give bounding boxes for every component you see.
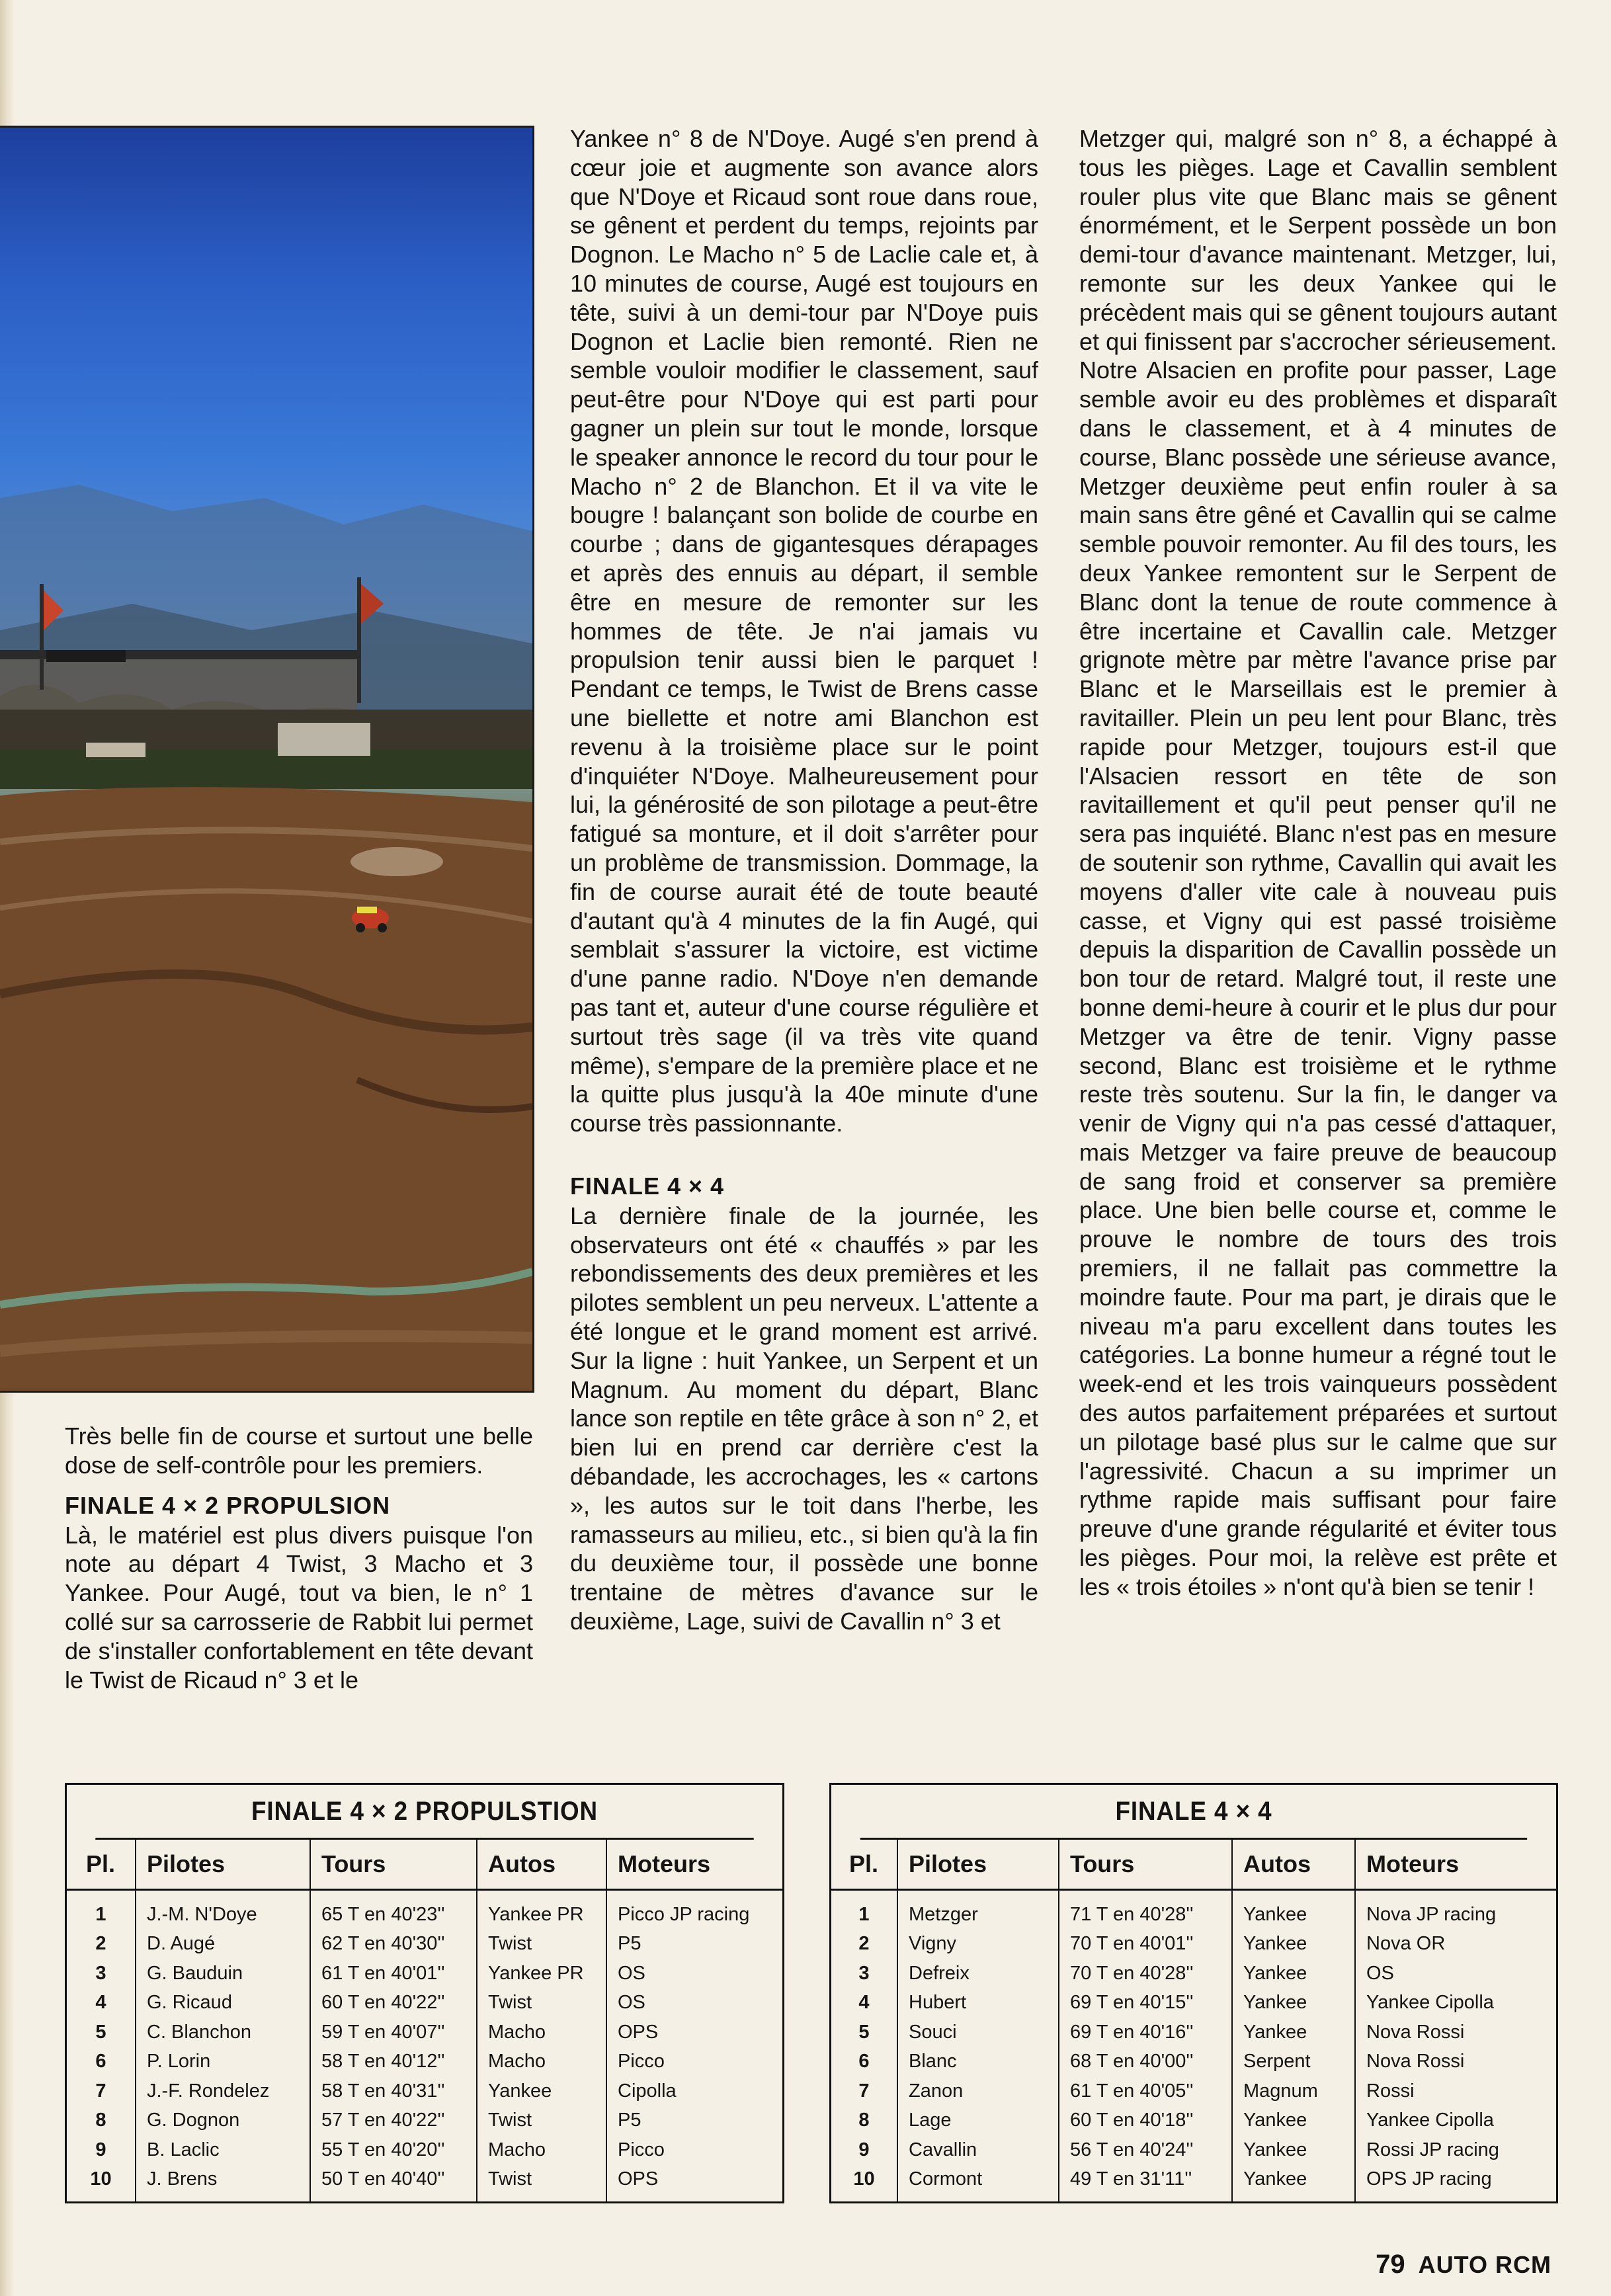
table-cell: G. Ricaud (136, 1988, 310, 2018)
table-cell: G. Bauduin (136, 1959, 310, 1988)
table-cell: Hubert (897, 1988, 1059, 2018)
table-cell: 65 T en 40'23'' (310, 1890, 477, 1930)
table-row (831, 1988, 1556, 2018)
photo-caption: Très belle fin de course et surtout une belle dose de self-contrôle pour les premiers. (65, 1422, 533, 1479)
table-row (67, 2106, 782, 2136)
table-cell: Cavallin (897, 2135, 1059, 2165)
table-row (831, 2165, 1556, 2204)
table-cell: Serpent (1232, 2047, 1355, 2077)
table-cell: Twist (477, 2165, 606, 2204)
table-cell: Picco (618, 2139, 665, 2160)
table-row (831, 2076, 1556, 2106)
table-cell: 4 (831, 1988, 897, 2018)
table-cell: P. Lorin (136, 2047, 310, 2077)
table-cell: 70 T en 40'28'' (1059, 1959, 1232, 1988)
table-cell: 49 T en 31'11'' (1059, 2165, 1232, 2204)
table-cell: J. Brens (136, 2165, 310, 2204)
table-cell: Lage (897, 2106, 1059, 2136)
table-cell: 58 T en 40'12'' (310, 2047, 477, 2077)
table-cell: Picco JP racing (618, 1903, 750, 1925)
table-cell: Yankee PR (477, 1959, 606, 1988)
table-cell: 8 (67, 2106, 136, 2136)
table-cell: Magnum (1232, 2076, 1355, 2106)
table-cell: 60 T en 40'22'' (310, 1988, 477, 2018)
table-cell: 60 T en 40'18'' (1059, 2106, 1232, 2136)
table-cell: Picco (618, 2051, 665, 2072)
table-title: FINALE 4 × 4 (860, 1785, 1527, 1840)
table-cell: OS (618, 1992, 645, 2014)
table-cell: 6 (67, 2047, 136, 2077)
table-cell: Cipolla (618, 2080, 677, 2102)
table-row (67, 2165, 782, 2204)
table-cell: Nova OR (1366, 1933, 1446, 1955)
table-row (67, 2047, 782, 2077)
results-table-propulsion (65, 1783, 784, 2203)
table-cell: G. Dognon (136, 2106, 310, 2136)
table-cell: Twist (477, 2106, 606, 2136)
paragraph: Là, le matériel est plus divers puisque l'on note au départ 4 Twist, 3 Macho et 3 Yankee. Pour Augé, tout va bien, le n° 1 collé sur sa carrosserie de Rabbit lui permet de s'installer confortablement en tête devant le Twist de Ricaud n° 3 et le (65, 1521, 533, 1694)
table-cell: 7 (831, 2076, 897, 2106)
table-cell: P5 (618, 2110, 641, 2131)
table-cell: Yankee (1232, 1959, 1355, 1988)
table-row (831, 2106, 1556, 2136)
table-cell: 61 T en 40'01'' (310, 1959, 477, 1988)
column-header: Autos (1232, 1840, 1355, 1890)
column-header: Tours (310, 1840, 477, 1890)
table-cell: 3 (831, 1959, 897, 1988)
table-cell: P5 (618, 1933, 641, 1955)
table-cell: 9 (67, 2135, 136, 2165)
table-cell: 10 (67, 2165, 136, 2204)
page-number: 79 (1376, 2250, 1405, 2279)
magazine-name: AUTO RCM (1418, 2251, 1551, 2278)
table-row (67, 1988, 782, 2018)
race-photo-illustration (0, 128, 532, 1391)
table-cell: 1 (831, 1890, 897, 1930)
table-cell: 59 T en 40'07'' (310, 2018, 477, 2047)
paragraph: La dernière finale de la journée, les observateurs ont été « chauffés » par les rebondissements des deux premières et les pilotes semblent un peu nerveux. L'attente a été longue et le grand moment est arrivé. Sur la ligne : huit Yankee, un Serpent et un Magnum. Au moment du départ, Blanc lance son reptile en tête grâce à son n° 2, et bien lui en prend car derrière c'est la débandade, les accrochages, les « cartons », les autos sur le toit dans l'herbe, les ramasseurs au milieu, etc., si bien qu'à la fin du deuxième tour, il possède une bonne trentaine de mètres d'avance sur le deuxième, Lage, suivi de Cavallin n° 3 et (570, 1202, 1038, 1635)
section-heading-4x4: FINALE 4 × 4 (570, 1172, 725, 1200)
table-row (67, 1890, 782, 1930)
table-cell: 4 (67, 1988, 136, 2018)
column-header: Pl. (67, 1840, 136, 1890)
table-row (831, 2018, 1556, 2047)
column-header: Moteurs (1355, 1840, 1556, 1890)
table-cell: 69 T en 40'15'' (1059, 1988, 1232, 2018)
table-cell: OPS (618, 2021, 659, 2043)
table-row (831, 1890, 1556, 1930)
table-cell: Yankee (477, 2076, 606, 2106)
table-cell: 5 (831, 2018, 897, 2047)
table-cell: Rossi (1366, 2080, 1415, 2102)
table-cell: Yankee Cipolla (1366, 2110, 1494, 2131)
table-cell: Macho (477, 2018, 606, 2047)
table-cell: 3 (67, 1959, 136, 1988)
table-cell: Souci (897, 2018, 1059, 2047)
table-cell: Twist (477, 1930, 606, 1959)
section-heading-propulsion: FINALE 4 × 2 PROPULSION (65, 1491, 391, 1519)
table-cell: Nova Rossi (1366, 2051, 1465, 2072)
article-column-right (1079, 124, 1557, 1602)
table-cell: Zanon (897, 2076, 1059, 2106)
table-cell: OPS (618, 2168, 659, 2190)
table-cell: OPS JP racing (1366, 2168, 1492, 2190)
table-row (67, 2135, 782, 2165)
table-cell: 55 T en 40'20'' (310, 2135, 477, 2165)
table-cell: 62 T en 40'30'' (310, 1930, 477, 1959)
table-row (67, 2018, 782, 2047)
table-cell: OS (1366, 1962, 1394, 1984)
table-cell: J.-M. N'Doye (136, 1890, 310, 1930)
table-cell: Twist (477, 1988, 606, 2018)
table-cell: D. Augé (136, 1930, 310, 1959)
table-row (831, 2135, 1556, 2165)
table-cell: 1 (67, 1890, 136, 1930)
results-table-4x4 (829, 1783, 1558, 2203)
article-column-middle (570, 124, 1038, 1636)
table-cell: Yankee (1232, 1988, 1355, 2018)
table-cell: Nova Rossi (1366, 2021, 1465, 2043)
table-cell: C. Blanchon (136, 2018, 310, 2047)
table-row (831, 1959, 1556, 1988)
column-header: Pl. (831, 1840, 897, 1890)
table-cell: Yankee (1232, 2135, 1355, 2165)
column-header: Pilotes (136, 1840, 310, 1890)
table-cell: 69 T en 40'16'' (1059, 2018, 1232, 2047)
table-cell: 57 T en 40'22'' (310, 2106, 477, 2136)
table-cell: 58 T en 40'31'' (310, 2076, 477, 2106)
table-cell: 2 (67, 1930, 136, 1959)
column-header: Pilotes (897, 1840, 1059, 1890)
table-row (831, 2047, 1556, 2077)
table-cell: Blanc (897, 2047, 1059, 2077)
table-cell: Yankee (1232, 2018, 1355, 2047)
table-cell: Metzger (897, 1890, 1059, 1930)
table-cell: Nova JP racing (1366, 1903, 1497, 1925)
table-cell: Yankee (1232, 2106, 1355, 2136)
table-cell: 71 T en 40'28'' (1059, 1890, 1232, 1930)
table-cell: Yankee (1232, 1890, 1355, 1930)
table-cell: Macho (477, 2135, 606, 2165)
column-header: Moteurs (606, 1840, 782, 1890)
table-cell: Defreix (897, 1959, 1059, 1988)
table-cell: Rossi JP racing (1366, 2139, 1499, 2160)
column-header: Tours (1059, 1840, 1232, 1890)
table-cell: 9 (831, 2135, 897, 2165)
table-row (67, 2076, 782, 2106)
table-cell: Yankee (1232, 1930, 1355, 1959)
table-title: FINALE 4 × 2 PROPULSTION (95, 1785, 753, 1840)
column-header: Autos (477, 1840, 606, 1890)
table-cell: 70 T en 40'01'' (1059, 1930, 1232, 1959)
table-row (67, 1959, 782, 1988)
table-cell: Yankee PR (477, 1890, 606, 1930)
table-row (831, 1930, 1556, 1959)
table-cell: J.-F. Rondelez (136, 2076, 310, 2106)
table-cell: 61 T en 40'05'' (1059, 2076, 1232, 2106)
table-cell: Yankee Cipolla (1366, 1992, 1494, 2014)
table-cell: 68 T en 40'00'' (1059, 2047, 1232, 2077)
table-row (67, 1930, 782, 1959)
table-cell: 50 T en 40'40'' (310, 2165, 477, 2204)
table-cell: 56 T en 40'24'' (1059, 2135, 1232, 2165)
race-photo (0, 126, 534, 1393)
table-cell: OS (618, 1962, 645, 1984)
table-cell: Macho (477, 2047, 606, 2077)
table-cell: 5 (67, 2018, 136, 2047)
table-cell: 10 (831, 2165, 897, 2204)
paragraph: Yankee n° 8 de N'Doye. Augé s'en prend à cœur joie et augmente son avance alors que N'Doye et Ricaud sont roue dans roue, se gênent et perdent du temps, rejoints par Dognon. Le Macho n° 5 de Laclie cale et, à 10 minutes de course, Augé est toujours en tête, suivi à un demi-tour par N'Doye puis Dognon et Laclie bien remonté. Rien ne semble vouloir modifier le classement, sauf peut-être pour N'Doye qui est parti pour gagner un plein sur tout le monde, lorsque le speaker annonce le record du tour pour le Macho n° 2 de Blanchon. Et il va vite le bougre ! balançant son bolide de courbe en courbe ; dans de gigantesques dérapages et après des ennuis au départ, il semble être en mesure de remonter sur les hommes de tête. Je n'ai jamais vu propulsion tenir aussi bien le parquet ! Pendant ce temps, le Twist de Brens casse une biellette et notre ami Blanchon est revenu à la troisième place sur le point d'inquiéter N'Doye. Malheureusement pour lui, la générosité de son pilotage a peut-être fatigué sa monture, et il doit s'arrêter pour un problème de transmission. Dommage, la fin de course aurait été de toute beauté d'autant qu'à 4 minutes de la fin Augé, qui semblait s'assurer la victoire, est victime d'une panne radio. N'Doye n'en demande pas tant et, auteur d'une course régulière et surtout très sage (il va très vite quand même), s'empare de la première place et ne la quitte plus jusqu'à la 40e minute d'une course très passionnante. (570, 125, 1038, 1137)
table-cell: 2 (831, 1930, 897, 1959)
table-cell: 6 (831, 2047, 897, 2077)
table-cell: 8 (831, 2106, 897, 2136)
table-cell: Cormont (897, 2165, 1059, 2204)
table-cell: Vigny (897, 1930, 1059, 1959)
paragraph: Metzger qui, malgré son n° 8, a échappé à tous les pièges. Lage et Cavallin semblent rouler plus vite que Blanc mais se gênent énormément, et le Serpent possède un bon demi-tour d'avance maintenant. Metzger, lui, remonte sur les deux Yankee qui le précèdent mais qui se gênent toujours autant et qui finissent par s'accrocher sérieusement. Notre Alsacien en profite pour passer, Lage semble avoir eu des problèmes et disparaît dans le classement, et à 4 minutes de course, Blanc possède une sérieuse avance, Metzger deuxième peut enfin rouler à sa main sans être gêné et Cavallin qui se calme semble pouvoir remonter. Au fil des tours, les deux Yankee remontent sur le Serpent de Blanc dont la tenue de route commence à être incertaine et Cavallin cale. Metzger grignote mètre par mètre l'avance prise par Blanc et le Marseillais est le premier à ravitailler. Plein un peu lent pour Blanc, très rapide pour Metzger, toujours est-il que l'Alsacien ressort en tête de son ravitaillement et qu'il peut penser qu'il ne sera pas inquiété. Blanc n'est pas en mesure de soutenir son rythme, Cavallin qui avait les moyens d'aller vite cale à nouveau puis casse, et Vigny qui est passé troisième depuis la disparition de Cavallin possède un bon tour de retard. Malgré tout, il reste une bonne demi-heure à courir et le plus dur pour Metzger va être de tenir. Vigny passe second, Blanc est troisième et le rythme reste très soutenu. Sur la fin, le danger va venir de Vigny qui n'a pas cessé d'attaquer, mais Metzger va faire preuve de beaucoup de sang froid et conserver sa première place. Une bien belle course et, comme le prouve le nombre de tours des trois premiers, il ne fallait pas commettre la moindre faute. Pour ma part, je dirais que le niveau m'a paru excellent dans toutes les catégories. La bonne humeur a régné tout le week-end et les trois vainqueurs possèdent des autos parfaitement préparées et surtout un pilotage basé plus sur le calme que sur l'agressivité. Chacun a su imprimer un rythme rapide mais suffisant pour faire preuve d'une grande régularité et éviter tous les pièges. Pour moi, la relève est prête et les « trois étoiles » n'ont qu'à bien se tenir ! (1079, 125, 1557, 1600)
table-cell: 7 (67, 2076, 136, 2106)
table-cell: Yankee (1232, 2165, 1355, 2204)
table-cell: B. Laclic (136, 2135, 310, 2165)
page-footer (1376, 2250, 1551, 2279)
article-column-left (65, 1422, 533, 1694)
